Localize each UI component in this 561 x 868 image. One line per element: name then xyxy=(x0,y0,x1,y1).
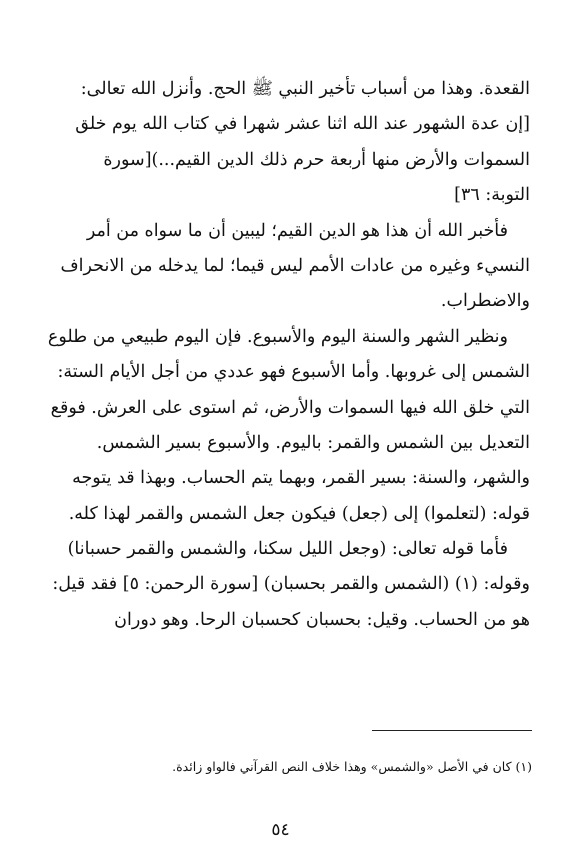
text-line: هو من الحساب. وقيل: بحسبان كحسبان الرحا. وهو دوران xyxy=(114,609,530,630)
main-text-block xyxy=(34,72,530,638)
text-line: [إن عدة الشهور عند الله اثنا عشر شهرا في كتاب الله يوم خلق xyxy=(75,114,530,135)
text-line: فأما قوله تعالى: (وجعل الليل سكنا، والشمس والقمر حسبانا) xyxy=(67,539,508,560)
text-line: القعدة. وهذا من أسباب تأخير النبي ﷺ الحج. وأنزل الله تعالى: xyxy=(80,79,530,99)
text-line: ونظير الشهر والسنة اليوم والأسبوع. فإن اليوم طبيعي من طلوع xyxy=(47,326,508,347)
text-line: والشهر، والسنة: بسير القمر، وبهما يتم الحساب. وبهذا قد يتوجه xyxy=(72,468,530,489)
text-line: فأخبر الله أن هذا هو الدين القيم؛ ليبين أن ما سواه من أمر xyxy=(86,220,508,241)
text-line: الشمس إلى غروبها. وأما الأسبوع فهو عددي من أجل الأيام الستة: xyxy=(57,362,530,383)
text-line: التعديل بين الشمس والقمر: باليوم. والأسبوع بسير الشمس. xyxy=(96,432,530,453)
footnote: (١) كان في الأصل «والشمس» وهذا خلاف النص القرآني فالواو زائدة. xyxy=(172,759,532,774)
text-line: النسيء وغيره من عادات الأمم ليس قيما؛ لما يدخله من الانحراف xyxy=(60,255,530,276)
footnote-divider xyxy=(372,730,532,731)
text-line: التوبة: ٣٦] xyxy=(454,185,530,206)
text-line: وقوله: (١) (الشمس والقمر بحسبان) [سورة الرحمن: ٥] فقد قيل: xyxy=(52,574,530,595)
text-line: قوله: (لتعلموا) إلى (جعل) فيكون جعل الشمس والقمر لهذا كله. xyxy=(68,503,530,524)
page-number: ٥٤ xyxy=(271,820,290,840)
text-line: السموات والأرض منها أربعة حرم ذلك الدين القيم...)[سورة xyxy=(103,149,530,170)
text-line: والاضطراب. xyxy=(440,291,530,312)
text-line: التي خلق الله فيها السموات والأرض، ثم استوى على العرش. فوقع xyxy=(50,397,530,418)
